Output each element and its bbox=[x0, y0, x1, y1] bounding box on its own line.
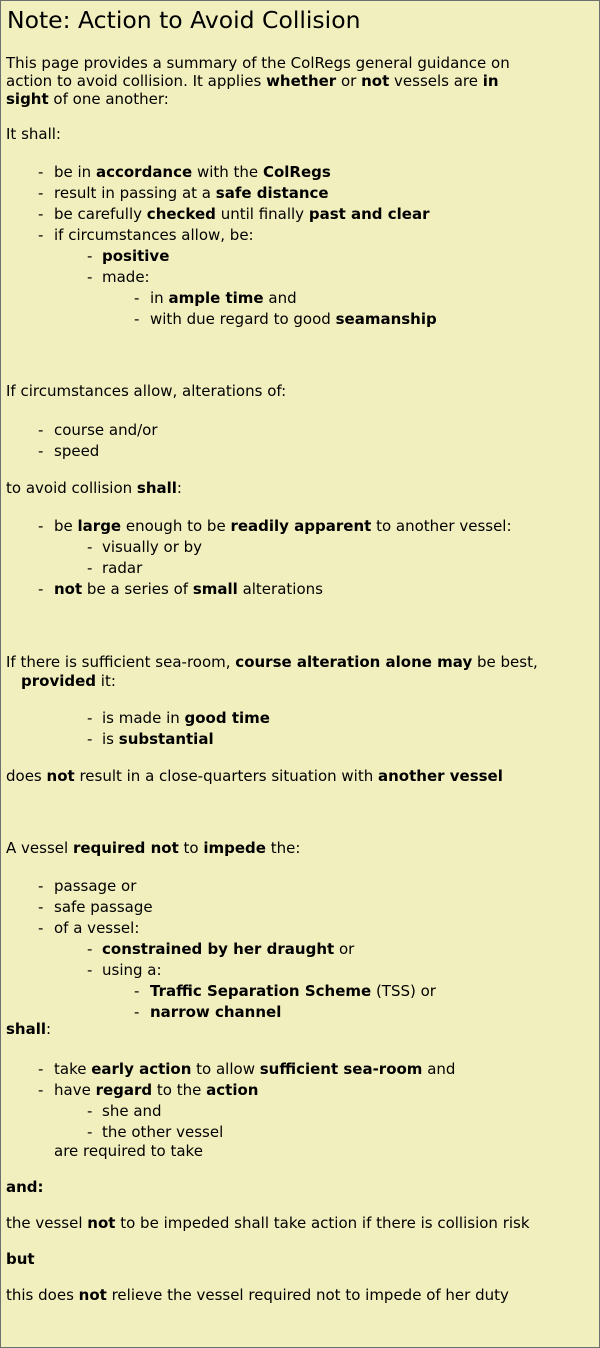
paragraph: the vessel not to be impeded shall take action if there is collision risk bbox=[6, 1214, 530, 1232]
paragraph: this does not relieve the vessel required not to impede of her duty bbox=[6, 1286, 509, 1304]
list-item: not be a series of small alterations bbox=[54, 580, 323, 598]
paragraph: shall: bbox=[6, 1020, 52, 1038]
list-item: positive bbox=[102, 247, 170, 265]
list-item: visually or by bbox=[102, 538, 203, 556]
list-item: is made in good time bbox=[102, 709, 270, 727]
section-intro: If circumstances allow, alterations of: bbox=[6, 382, 287, 400]
bullet-dash: - bbox=[87, 1102, 93, 1120]
bullet-dash: - bbox=[38, 1060, 44, 1078]
intro-line-2: action to avoid collision. It applies whether or not vessels are in bbox=[6, 72, 499, 90]
list-item: the other vessel bbox=[102, 1123, 224, 1141]
bullet-dash: - bbox=[38, 421, 44, 439]
list-item: result in passing at a safe distance bbox=[54, 184, 329, 202]
list-item: using a: bbox=[102, 961, 162, 979]
bullet-dash: - bbox=[38, 919, 44, 937]
bullet-dash: - bbox=[87, 247, 93, 265]
bullet-dash: - bbox=[38, 442, 44, 460]
bullet-dash: - bbox=[87, 559, 93, 577]
bullet-dash: - bbox=[134, 1003, 140, 1021]
list-item: narrow channel bbox=[150, 1003, 282, 1021]
bullet-dash: - bbox=[38, 205, 44, 223]
list-item: is substantial bbox=[102, 730, 214, 748]
list-item: be large enough to be readily apparent to another vessel: bbox=[54, 517, 512, 535]
bullet-dash: - bbox=[87, 940, 93, 958]
bullet-dash: - bbox=[87, 538, 93, 556]
list-item: she and bbox=[102, 1102, 162, 1120]
bullet-dash: - bbox=[134, 289, 140, 307]
list-item: passage or bbox=[54, 877, 137, 895]
list-item: Traffic Separation Scheme (TSS) or bbox=[150, 982, 436, 1000]
paragraph: are required to take bbox=[54, 1142, 203, 1160]
bullet-dash: - bbox=[38, 877, 44, 895]
bullet-dash: - bbox=[38, 1081, 44, 1099]
list-item: of a vessel: bbox=[54, 919, 140, 937]
list-item: made: bbox=[102, 268, 150, 286]
bullet-dash: - bbox=[38, 580, 44, 598]
paragraph: provided it: bbox=[21, 672, 116, 690]
bullet-dash: - bbox=[38, 898, 44, 916]
list-item: safe passage bbox=[54, 898, 153, 916]
list-item: take early action to allow sufficient sea-room and bbox=[54, 1060, 456, 1078]
bullet-dash: - bbox=[134, 982, 140, 1000]
intro-line-1: This page provides a summary of the ColRegs general guidance on bbox=[6, 54, 510, 72]
paragraph: to avoid collision shall: bbox=[6, 479, 182, 497]
bullet-dash: - bbox=[87, 961, 93, 979]
list-item: have regard to the action bbox=[54, 1081, 259, 1099]
paragraph: does not result in a close-quarters situation with another vessel bbox=[6, 767, 503, 785]
bullet-dash: - bbox=[87, 709, 93, 727]
bullet-dash: - bbox=[38, 517, 44, 535]
list-item: if circumstances allow, be: bbox=[54, 226, 254, 244]
list-item: constrained by her draught or bbox=[102, 940, 355, 958]
bullet-dash: - bbox=[38, 226, 44, 244]
list-item: course and/or bbox=[54, 421, 158, 439]
list-item: speed bbox=[54, 442, 100, 460]
list-item: be carefully checked until finally past and clear bbox=[54, 205, 430, 223]
list-item: be in accordance with the ColRegs bbox=[54, 163, 331, 181]
bullet-dash: - bbox=[134, 310, 140, 328]
bullet-dash: - bbox=[87, 268, 93, 286]
list-item: in ample time and bbox=[150, 289, 297, 307]
bullet-dash: - bbox=[38, 163, 44, 181]
paragraph: A vessel required not to impede the: bbox=[6, 839, 301, 857]
paragraph: If there is sufficient sea-room, course alteration alone may be best, bbox=[6, 653, 538, 671]
list-item: radar bbox=[102, 559, 143, 577]
paragraph: and: bbox=[6, 1178, 44, 1196]
intro-line-3: sight of one another: bbox=[6, 90, 169, 108]
page-title: Note: Action to Avoid Collision bbox=[7, 6, 361, 34]
paragraph: but bbox=[6, 1250, 35, 1268]
list-item: with due regard to good seamanship bbox=[150, 310, 437, 328]
it-shall-heading: It shall: bbox=[6, 125, 61, 143]
bullet-dash: - bbox=[38, 184, 44, 202]
bullet-dash: - bbox=[87, 1123, 93, 1141]
bullet-dash: - bbox=[87, 730, 93, 748]
